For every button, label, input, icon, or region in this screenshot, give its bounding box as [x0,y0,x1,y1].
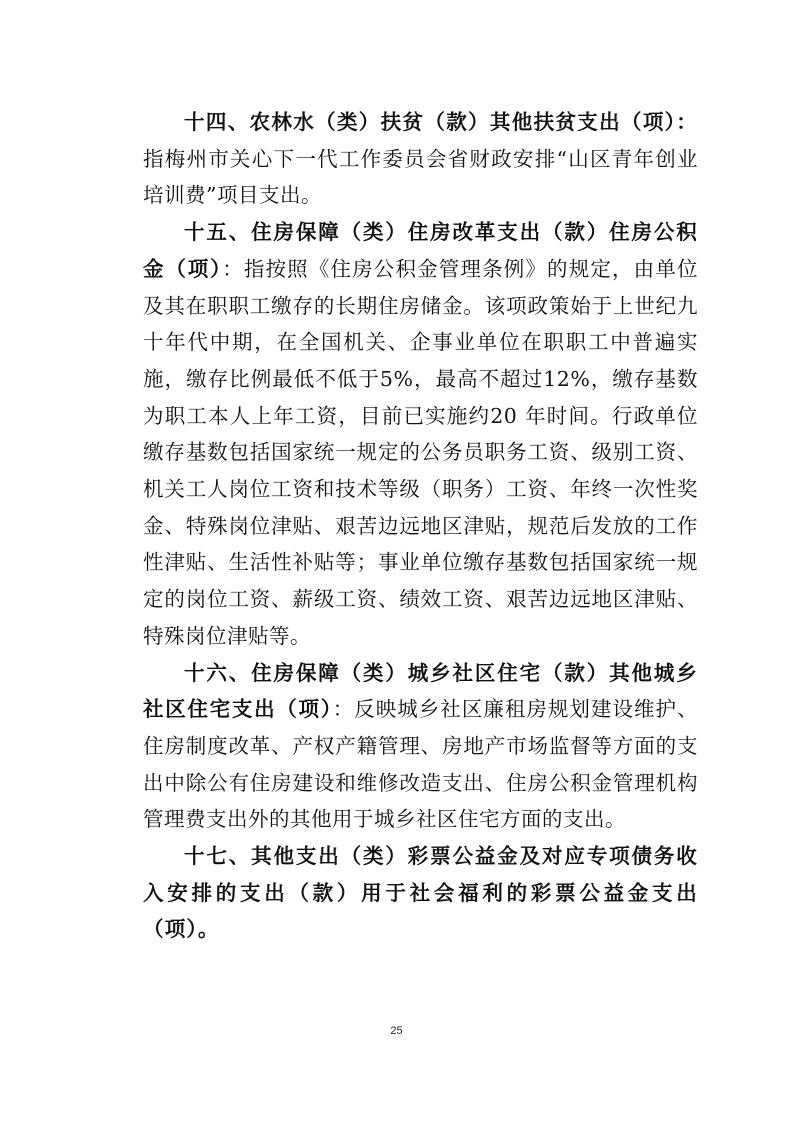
paragraph-14-heading: 十四、农林水（类）扶贫（款）其他扶贫支出（项）： [184,110,698,134]
page-number: 25 [390,1025,403,1037]
paragraph-14-text: 指梅州市关心下一代工作委员会省财政安排“山区青年创业培训费”项目支出。 [143,146,698,208]
paragraph-17-heading: 十七、其他支出（类）彩票公益金及对应专项债务收入安排的支出（款）用于社会福利的彩票公益金支出（项）。 [143,844,698,942]
paragraph-16-text: ：反映城乡社区廉租房规划建设维护、住房制度改革、产权产籍管理、房地产市场监督等方面的支出中除公有住房建设和维修改造支出、住房公积金管理机构管理费支出外的其他用于城乡社区住宅方面的支出。 [143,697,698,832]
paragraph-17 [143,838,698,948]
paragraph-15-text: ：指按照《住房公积金管理条例》的规定，由单位及其在职职工缴存的长期住房储金。该项政策始于上世纪九十年代中期，在全国机关、企事业单位在职职工中普遍实施，缴存比例最低不低于5%，最高不超过12%，缴存基数为职工本人上年工资，目前已实施约20 年时间。行政单位缴存基数包括国家统一规定的公务员职务工资、级别工资、机关工人岗位工资和技术等级（职务）工资、年终一次性奖金、特殊岗位津贴、艰苦边远地区津贴，规范后发放的工作性津贴、生活性补贴等；事业单位缴存基数包括国家统一规定的岗位工资、薪级工资、绩效工资、艰苦边远地区津贴、特殊岗位津贴等。 [143,256,698,648]
paragraph-16 [143,655,698,839]
paragraph-14 [143,104,698,214]
paragraph-16-heading: 十六、住房保障（类）城乡社区住宅（款）其他城乡社区住宅支出（项） [143,660,698,722]
paragraph-15-heading: 十五、住房保障（类）住房改革支出（款）住房公积金（项） [143,220,698,281]
document-body [143,104,698,948]
paragraph-15 [143,214,698,654]
